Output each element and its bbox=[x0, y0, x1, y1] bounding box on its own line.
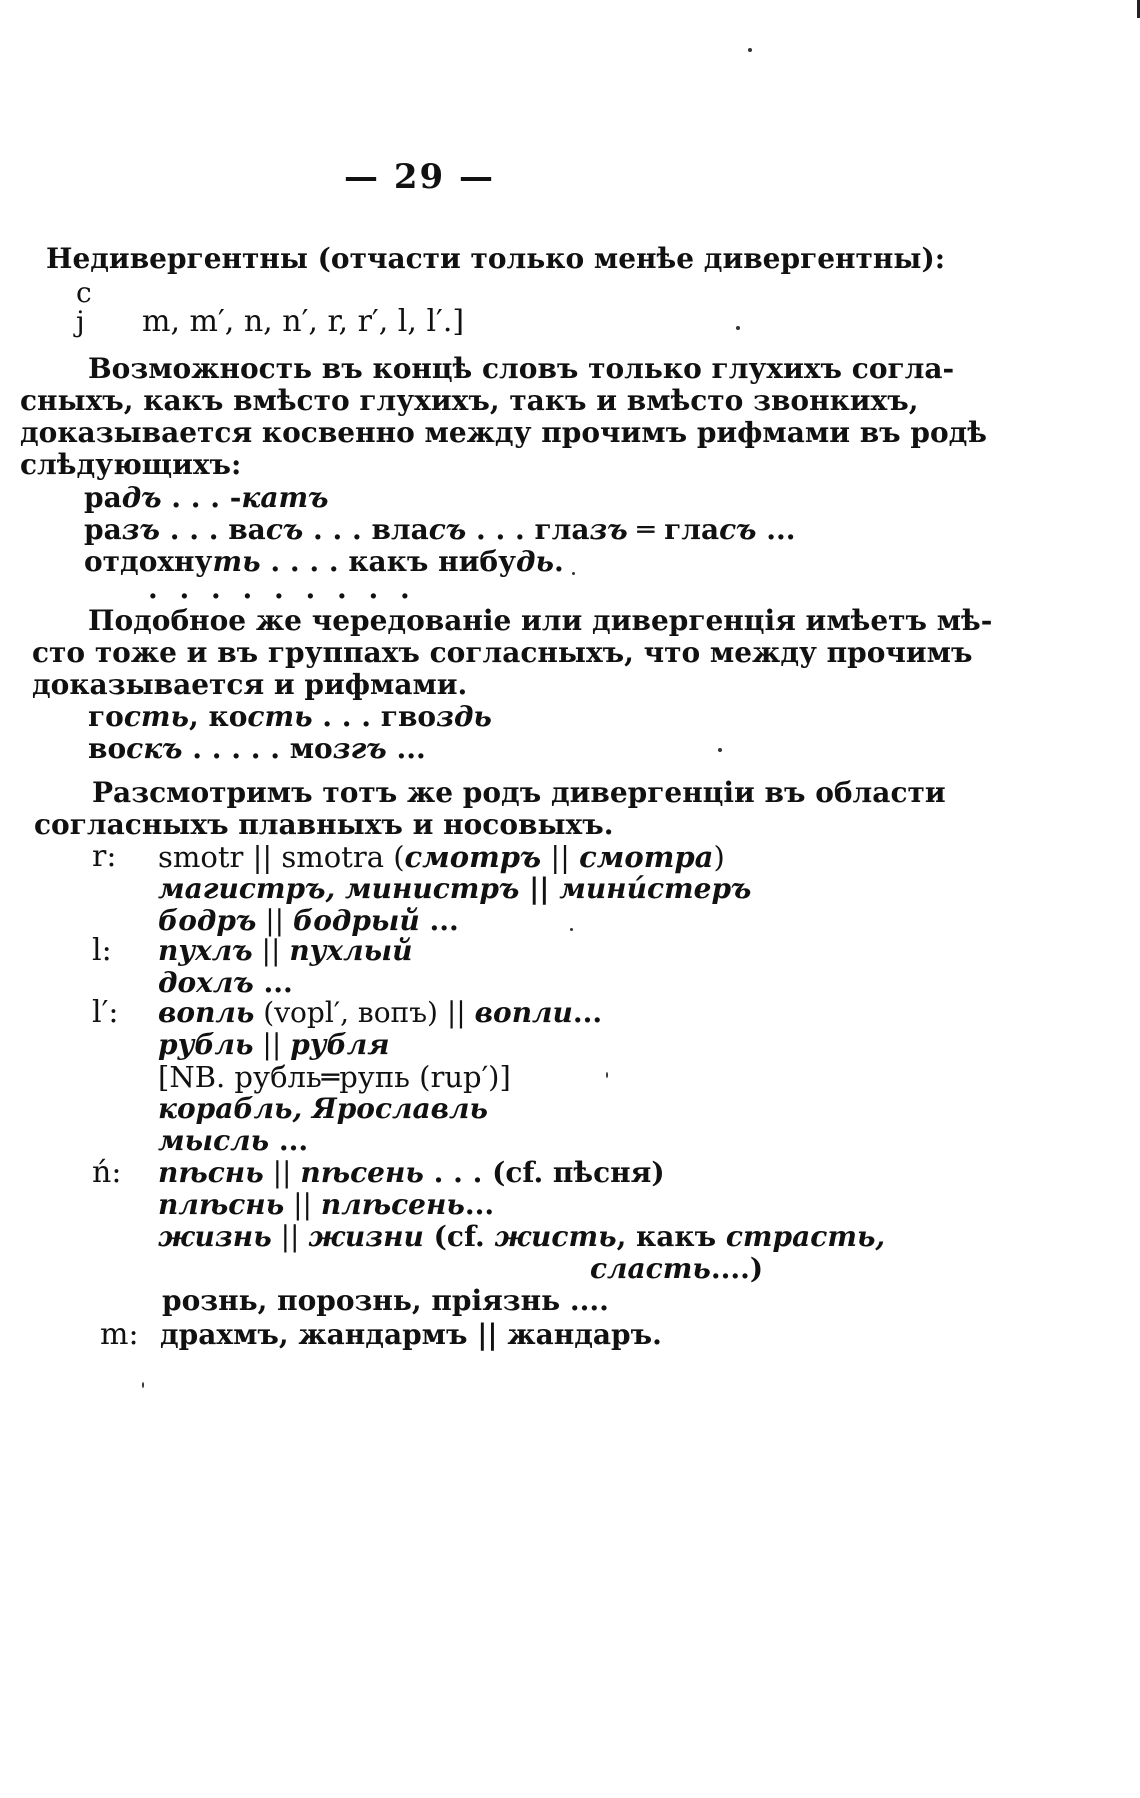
para2-line2: сто тоже и въ группахъ согласныхъ, что между прочимъ bbox=[32, 636, 973, 669]
scan-speck bbox=[572, 572, 575, 575]
scan-speck bbox=[718, 748, 722, 752]
list-sounds: m, m′, n, n′, r, r′, l, l′.] bbox=[142, 304, 465, 339]
label-l: l: bbox=[92, 933, 112, 968]
rhyme-line-5: воскъ . . . . . мозгъ ... bbox=[88, 732, 426, 765]
l2-line-4: корабль, Ярославль bbox=[158, 1092, 489, 1125]
label-l-soft: l′: bbox=[92, 995, 119, 1030]
scan-speck bbox=[570, 928, 573, 931]
label-m: m: bbox=[100, 1317, 139, 1352]
n-line-4: сласть....) bbox=[590, 1252, 764, 1285]
l2-line-5: мысль ... bbox=[158, 1124, 309, 1157]
rhyme-line-2: разъ . . . васъ . . . власъ . . . глазъ ═ гласъ ... bbox=[84, 513, 796, 546]
para2-line3: доказывается и рифмами. bbox=[32, 668, 468, 701]
l2-line-1: вопль (vopl′, вопъ) || вопли... bbox=[158, 996, 603, 1029]
scan-speck bbox=[736, 326, 740, 330]
list-c: c bbox=[76, 276, 92, 309]
rhyme-line-3: отдохнуть . . . . какъ нибудь. bbox=[84, 545, 564, 578]
page-number: — 29 — bbox=[344, 157, 495, 197]
n-line-3: жизнь || жизни (cf. жисть, какъ страсть, bbox=[158, 1220, 886, 1253]
rhyme-line-4: гость, кость . . . гвоздь bbox=[88, 700, 492, 733]
label-n-soft: ń: bbox=[92, 1155, 122, 1190]
para3-line1: Разсмотримъ тотъ же родъ дивергенціи въ области bbox=[92, 776, 946, 809]
para1-line4: слѣдующихъ: bbox=[20, 448, 242, 481]
list-j: j bbox=[76, 305, 85, 338]
para1-line3: доказывается косвенно между прочимъ рифмами въ родѣ bbox=[20, 416, 987, 449]
scan-speck bbox=[606, 1072, 608, 1078]
scan-speck bbox=[748, 48, 752, 52]
label-r: r: bbox=[92, 839, 117, 874]
r-line-3: бодръ || бодрый ... bbox=[158, 904, 459, 937]
para2-line1: Подобное же чередованіе или дивергенція имѣетъ мѣ- bbox=[88, 604, 993, 637]
r-line-2: магистръ, министръ || мини́стеръ bbox=[158, 872, 752, 905]
m-line-1: драхмъ, жандармъ || жандаръ. bbox=[160, 1318, 662, 1351]
n-line-1: пѣснь || пѣсень . . . (cf. пѣсня) bbox=[158, 1156, 665, 1189]
para1-line2: сныхъ, какъ вмѣсто глухихъ, такъ и вмѣсто звонкихъ, bbox=[20, 384, 919, 417]
rhyme-line-1: радъ . . . -катъ bbox=[84, 481, 329, 514]
l2-line-3-nb: [NB. рубль═рупь (rup′)] bbox=[158, 1060, 511, 1094]
ellipsis-row: . . . . . . . . . bbox=[148, 572, 416, 605]
n-line-5: рознь, порознь, пріязнь .... bbox=[162, 1284, 609, 1317]
heading: Недивергентны (отчасти только менѣе дивергентны): bbox=[46, 242, 946, 275]
r-line-1: smotr || smotra (смотръ || смотра) bbox=[158, 840, 725, 874]
n-line-2: плѣснь || плѣсень... bbox=[158, 1188, 495, 1221]
scan-speck bbox=[142, 1382, 144, 1388]
l2-line-2: рубль || рубля bbox=[158, 1028, 390, 1061]
para1-line1: Возможность въ концѣ словъ только глухихъ согла- bbox=[88, 352, 955, 385]
para3-line2: согласныхъ плавныхъ и носовыхъ. bbox=[34, 808, 614, 841]
l-line-2: дохлъ ... bbox=[158, 966, 293, 999]
l-line-1: пухлъ || пухлый bbox=[158, 934, 413, 967]
